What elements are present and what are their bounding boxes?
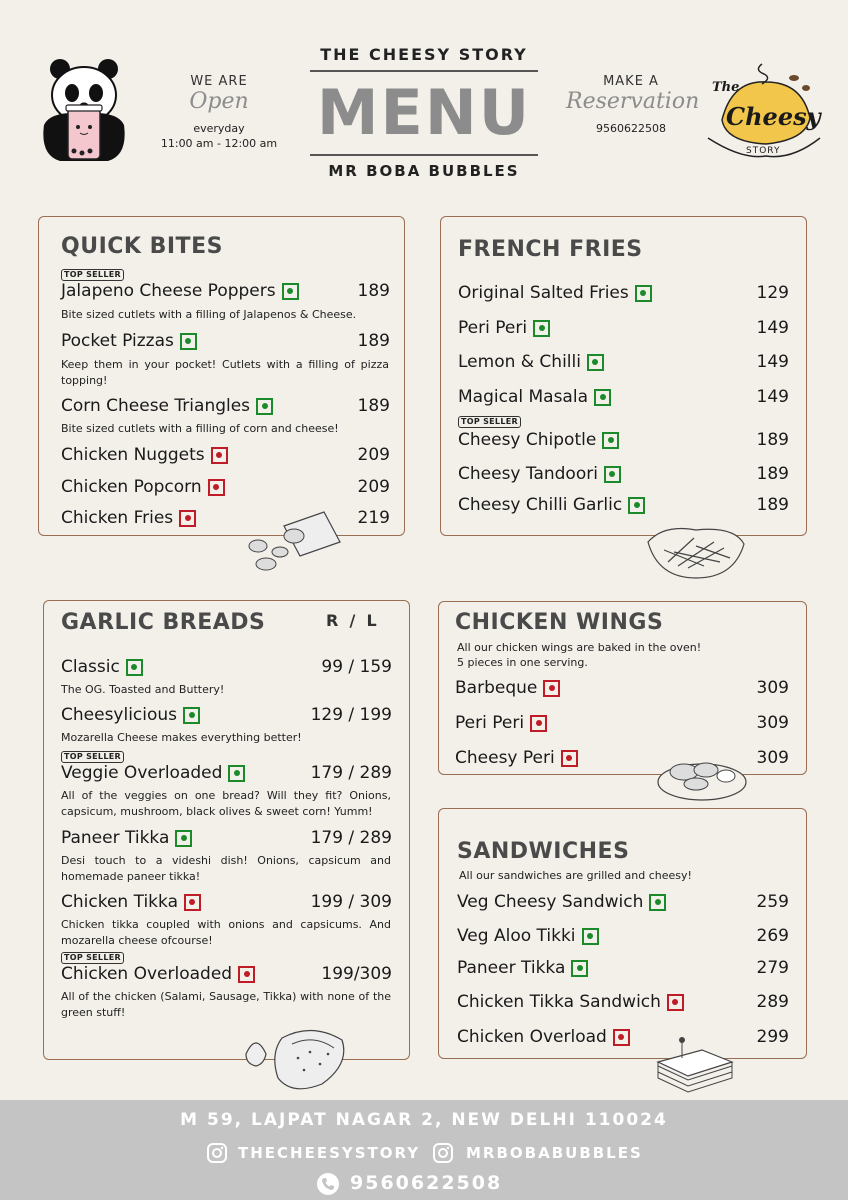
item-name: Paneer Tikka xyxy=(61,828,192,848)
veg-icon xyxy=(282,283,299,300)
item-name: Pocket Pizzas xyxy=(61,331,197,351)
veg-icon xyxy=(126,659,143,676)
item-price: 219 xyxy=(357,508,390,528)
section-subtitle: 5 pieces in one serving. xyxy=(457,656,588,669)
divider xyxy=(310,70,538,72)
veg-icon xyxy=(594,389,611,406)
item-price: 209 xyxy=(357,477,390,497)
item-price: 189 xyxy=(756,464,789,484)
item-price: 309 xyxy=(756,713,789,733)
veg-icon xyxy=(228,765,245,782)
panda-boba-logo xyxy=(38,55,130,163)
item-price: 259 xyxy=(756,892,789,912)
veg-icon xyxy=(587,354,604,371)
veg-icon xyxy=(183,707,200,724)
french-fries-card xyxy=(440,216,807,536)
item-price: 149 xyxy=(756,318,789,338)
veg-icon xyxy=(533,320,550,337)
chicken-wings-title: CHICKEN WINGS xyxy=(455,610,664,635)
logo-story: STORY xyxy=(746,146,781,156)
nuggets-illustration xyxy=(244,506,344,572)
sandwich-illustration xyxy=(652,1036,738,1098)
item-name: Peri Peri xyxy=(458,318,550,338)
open-we-are: WE ARE xyxy=(190,74,248,89)
veg-icon xyxy=(602,432,619,449)
item-price: 209 xyxy=(357,445,390,465)
nonveg-icon xyxy=(184,894,201,911)
item-price: 189 xyxy=(357,396,390,416)
item-price: 189 xyxy=(357,331,390,351)
item-name: Chicken Nuggets xyxy=(61,445,228,465)
item-price: 299 xyxy=(756,1027,789,1047)
item-price: 189 xyxy=(357,281,390,301)
res-word: Reservation xyxy=(566,89,700,114)
phone-icon xyxy=(316,1172,340,1196)
item-name: Original Salted Fries xyxy=(458,283,652,303)
menu-header xyxy=(310,45,538,180)
res-phone: 9560622508 xyxy=(596,122,666,135)
item-price: 99 / 159 xyxy=(321,657,392,677)
item-price: 309 xyxy=(756,678,789,698)
opening-hours xyxy=(160,74,278,151)
open-word: Open xyxy=(189,89,249,114)
sandwiches-title: SANDWICHES xyxy=(457,839,630,864)
fries-illustration xyxy=(644,522,748,582)
garlic-bread-illustration xyxy=(242,1024,350,1096)
item-price: 189 xyxy=(756,495,789,515)
item-name: Chicken Popcorn xyxy=(61,477,225,497)
garlic-breads-title: GARLIC BREADS xyxy=(61,610,266,635)
veg-icon xyxy=(175,830,192,847)
page-title: MENU xyxy=(316,76,532,149)
quick-bites-card xyxy=(38,216,405,536)
item-price: 179 / 289 xyxy=(310,828,392,848)
item-name: Peri Peri xyxy=(455,713,547,733)
item-name: Cheesylicious xyxy=(61,705,200,725)
nonveg-icon xyxy=(211,447,228,464)
item-name: Jalapeno Cheese Poppers xyxy=(61,281,299,301)
item-price: 189 xyxy=(756,430,789,450)
quick-bites-title: QUICK BITES xyxy=(61,234,223,259)
instagram-handle[interactable]: MRBOBABUBBLES xyxy=(466,1144,643,1162)
veg-icon xyxy=(571,960,588,977)
brand-top: THE CHEESY STORY xyxy=(320,45,528,64)
footer xyxy=(0,1100,848,1200)
nonveg-icon xyxy=(613,1029,630,1046)
veg-icon xyxy=(582,928,599,945)
item-name: Barbeque xyxy=(455,678,560,698)
instagram-icon xyxy=(206,1142,228,1164)
item-name: Cheesy Tandoori xyxy=(458,464,621,484)
item-name: Magical Masala xyxy=(458,387,611,407)
logo-the: The xyxy=(712,80,740,95)
item-name: Cheesy Chilli Garlic xyxy=(458,495,645,515)
wings-illustration xyxy=(654,748,752,804)
item-name: Chicken Fries xyxy=(61,508,196,528)
item-name: Cheesy Peri xyxy=(455,748,578,768)
instagram-handle[interactable]: THECHEESYSTORY xyxy=(238,1144,421,1162)
item-price: 129 xyxy=(756,283,789,303)
logo-cheesy: Cheesy xyxy=(726,102,821,131)
item-name: Veg Aloo Tikki xyxy=(457,926,599,946)
item-price: 199 / 309 xyxy=(310,892,392,912)
item-price: 309 xyxy=(756,748,789,768)
item-name: Lemon & Chilli xyxy=(458,352,604,372)
item-name: Cheesy Chipotle xyxy=(458,430,619,450)
item-price: 149 xyxy=(756,387,789,407)
top-seller-badge: TOP SELLER xyxy=(61,751,124,763)
item-name: Chicken Tikka Sandwich xyxy=(457,992,684,1012)
item-price: 149 xyxy=(756,352,789,372)
section-subtitle: All our sandwiches are grilled and cheesy! xyxy=(459,869,692,882)
divider xyxy=(310,154,538,156)
item-name: Veggie Overloaded xyxy=(61,763,245,783)
open-days: everyday xyxy=(193,122,245,135)
item-description: Bite sized cutlets with a filling of corn and cheese! xyxy=(61,422,339,435)
veg-icon xyxy=(649,894,666,911)
footer-phone[interactable]: 9560622508 xyxy=(350,1172,503,1194)
item-name: Chicken Overload xyxy=(457,1027,630,1047)
item-price: 129 / 199 xyxy=(310,705,392,725)
veg-icon xyxy=(256,398,273,415)
cheesy-story-logo xyxy=(702,60,826,170)
nonveg-icon xyxy=(238,966,255,983)
instagram-icon xyxy=(432,1142,454,1164)
nonveg-icon xyxy=(561,750,578,767)
size-header: R / L xyxy=(326,611,377,630)
item-name: Paneer Tikka xyxy=(457,958,588,978)
item-name: Classic xyxy=(61,657,143,677)
item-price: 199/309 xyxy=(321,964,392,984)
open-hours: 11:00 am - 12:00 am xyxy=(160,137,278,150)
item-description: All of the veggies on one bread? Will they fit? Onions, capsicum, mushroom, black olives & sweet corn! Yumm! xyxy=(61,789,391,818)
item-description: All of the chicken (Salami, Sausage, Tikka) with none of the green stuff! xyxy=(61,990,391,1019)
nonveg-icon xyxy=(543,680,560,697)
res-make: MAKE A xyxy=(603,74,659,89)
item-name: Corn Cheese Triangles xyxy=(61,396,273,416)
brand-bottom: MR BOBA BUBBLES xyxy=(328,162,520,180)
nonveg-icon xyxy=(179,510,196,527)
item-price: 279 xyxy=(756,958,789,978)
footer-address: M 59, LAJPAT NAGAR 2, NEW DELHI 110024 xyxy=(180,1110,668,1130)
item-name: Chicken Tikka xyxy=(61,892,201,912)
item-description: The OG. Toasted and Buttery! xyxy=(61,683,225,696)
item-name: Veg Cheesy Sandwich xyxy=(457,892,666,912)
reservation-info xyxy=(566,74,700,136)
item-name: Chicken Overloaded xyxy=(61,964,255,984)
veg-icon xyxy=(180,333,197,350)
item-price: 289 xyxy=(756,992,789,1012)
top-seller-badge: TOP SELLER xyxy=(61,269,124,281)
top-seller-badge: TOP SELLER xyxy=(61,952,124,964)
item-price: 179 / 289 xyxy=(310,763,392,783)
section-subtitle: All our chicken wings are baked in the oven! xyxy=(457,641,702,654)
veg-icon xyxy=(604,466,621,483)
top-seller-badge: TOP SELLER xyxy=(458,416,521,428)
item-description: Mozarella Cheese makes everything better! xyxy=(61,731,302,744)
item-description: Desi touch to a videshi dish! Onions, capsicum and homemade paneer tikka! xyxy=(61,854,391,883)
item-description: Keep them in your pocket! Cutlets with a filling of pizza topping! xyxy=(61,358,389,387)
nonveg-icon xyxy=(667,994,684,1011)
veg-icon xyxy=(635,285,652,302)
veg-icon xyxy=(628,497,645,514)
nonveg-icon xyxy=(530,715,547,732)
sandwiches-card xyxy=(438,808,807,1059)
item-description: Bite sized cutlets with a filling of Jalapenos & Cheese. xyxy=(61,308,357,321)
item-price: 269 xyxy=(756,926,789,946)
french-fries-title: FRENCH FRIES xyxy=(458,237,643,262)
item-description: Chicken tikka coupled with onions and capsicums. And mozarella cheese ofcourse! xyxy=(61,918,391,947)
garlic-breads-card xyxy=(43,600,410,1060)
nonveg-icon xyxy=(208,479,225,496)
